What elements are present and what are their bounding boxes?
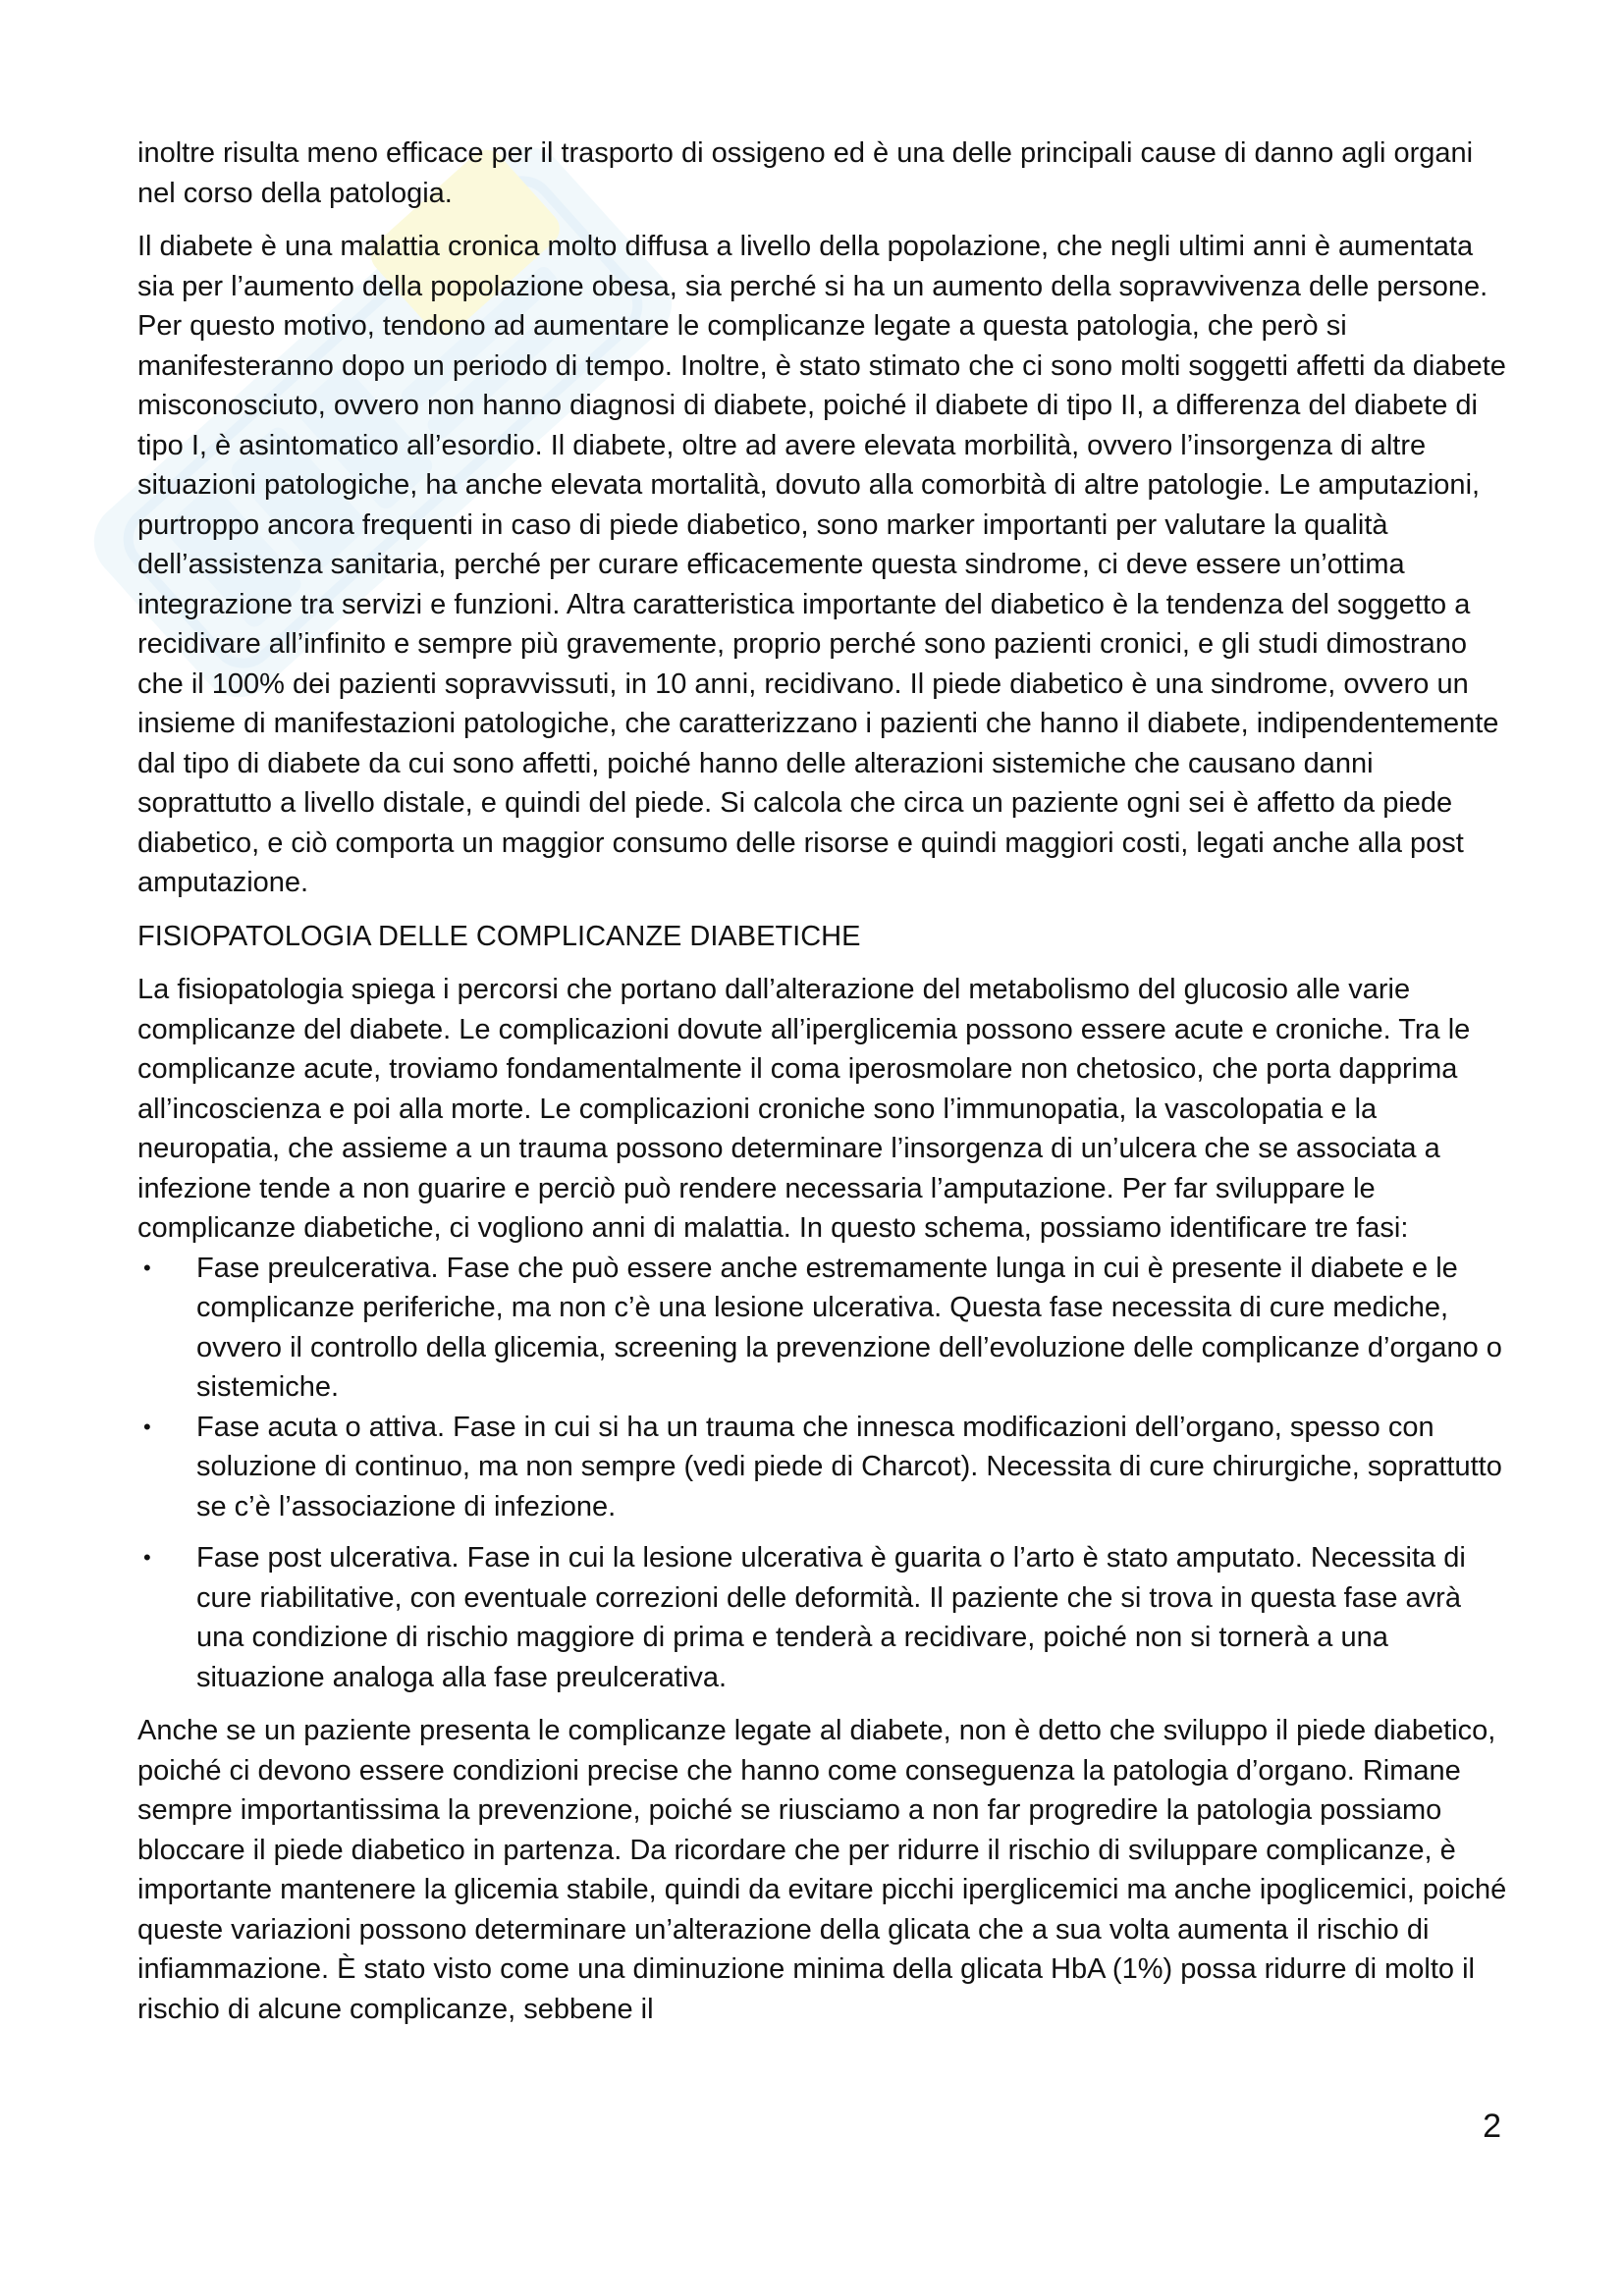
bullet-icon: • [143,1414,151,1439]
phase-list [137,1249,1507,1698]
section-heading: FISIOPATOLOGIA DELLE COMPLICANZE DIABETICHE [137,920,861,952]
list-item-text: Fase preulcerativa. Fase che può essere anche estremamente lunga in cui è presente il diabete e le complicanze periferiche, ma non c’è una lesione ulcerativa. Questa fase necessita di cure mediche, ovvero il controllo della glicemia, screening la prevenzione dell’evoluzione delle complicanze d’organo o sistemiche. [196,1252,1502,1403]
paragraph-fisiopatologia: La fisiopatologia spiega i percorsi che portano dall’alterazione del metabolismo del glucosio alle varie complicanze del diabete. Le complicazioni dovute all’iperglicemia possono essere acute e croniche. Tra le complicanze acute, troviamo fondamentalmente il coma iperosmolare non chetosico, che porta dapprima all’incoscienza e poi alla morte. Le complicazioni croniche sono l’immunopatia, la vascolopatia e la neuropatia, che assieme a un trauma possono determinare l’insorgenza di un’ulcera che se associata a infezione tende a non guarire e perciò può rendere necessaria l’amputazione. Per far sviluppare le complicanze diabetiche, ci vogliono anni di malattia. In questo schema, possiamo identificare tre fasi: [137,974,1471,1244]
list-item-text: Fase acuta o attiva. Fase in cui si ha un trauma che innesca modificazioni dell’organo, spesso con soluzione di continuo, ma non sempre (vedi piede di Charcot). Necessita di cure chirurgiche, soprattutto se c’è l’associazione di infezione. [196,1411,1502,1522]
list-item-text: Fase post ulcerativa. Fase in cui la lesione ulcerativa è guarita o l’arto è stato amputato. Necessita di cure riabilitative, con eventuale correzioni delle deformità. Il paziente che si trova in questa fase avrà una condizione di rischio maggiore di prima e tenderà a recidivare, poiché non si tornerà a una situazione analoga alla fase preulcerativa. [196,1542,1466,1693]
paragraph-diabete-overview: Il diabete è una malattia cronica molto diffusa a livello della popolazione, che negli ultimi anni è aumentata sia per l’aumento della popolazione obesa, sia perché si ha un aumento della sopravvivenza delle persone. Per questo motivo, tendono ad aumentare le complicanze legate a questa patologia, che però si manifesteranno dopo un periodo di tempo. Inoltre, è stato stimato che ci sono molti soggetti affetti da diabete misconosciuto, ovvero non hanno diagnosi di diabete, poiché il diabete di tipo II, a differenza del diabete di tipo I, è asintomatico all’esordio. Il diabete, oltre ad avere elevata morbilità, ovvero l’insorgenza di altre situazioni patologiche, ha anche elevata mortalità, dovuto alla comorbità di altre patologie. Le amputazioni, purtroppo ancora frequenti in caso di piede diabetico, sono marker importanti per valutare la qualità dell’assistenza sanitaria, perché per curare efficacemente questa sindrome, ci deve essere un’ottima integrazione tra servizi e funzioni. Altra caratteristica importante del diabetico è la tendenza del soggetto a recidivare all’infinito e sempre più gravemente, proprio perché sono pazienti cronici, e gli studi dimostrano che il 100% dei pazienti sopravvissuti, in 10 anni, recidivano. Il piede diabetico è una sindrome, ovvero un insieme di manifestazioni patologiche, che caratterizzano i pazienti che hanno il diabete, indipendentemente dal tipo di diabete da cui sono affetti, poiché hanno delle alterazioni sistemiche che causano danni soprattutto a livello distale, e quindi del piede. Si calcola che circa un paziente ogni sei è affetto da piede diabetico, e ciò comporta un maggior consumo delle risorse e quindi maggiori costi, legati anche alla post amputazione. [137,231,1506,898]
document-page [137,133,1507,2043]
list-item [137,1408,1507,1527]
bullet-icon: • [143,1545,151,1570]
list-item [137,1249,1507,1408]
page-number: 2 [1483,2108,1501,2145]
bullet-icon: • [143,1255,151,1280]
list-item [137,1538,1507,1697]
paragraph-intro-continuation: inoltre risulta meno efficace per il trasporto di ossigeno ed è una delle principali cause di danno agli organi nel corso della patologia. [137,137,1474,209]
paragraph-prevenzione: Anche se un paziente presenta le complicanze legate al diabete, non è detto che sviluppo il piede diabetico, poiché ci devono essere condizioni precise che hanno come conseguenza la patologia d’organo. Rimane sempre importantissima la prevenzione, poiché se riusciamo a non far progredire la patologia possiamo bloccare il piede diabetico in partenza. Da ricordare che per ridurre il rischio di sviluppare complicanze, è importante mantenere la glicemia stabile, quindi da evitare picchi iperglicemici ma anche ipoglicemici, poiché queste variazioni possono determinare un’alterazione della glicata che a sua volta aumenta il rischio di infiammazione. È stato visto come una diminuzione minima della glicata HbA (1%) possa ridurre di molto il rischio di alcune complicanze, sebbene il [137,1715,1507,2025]
